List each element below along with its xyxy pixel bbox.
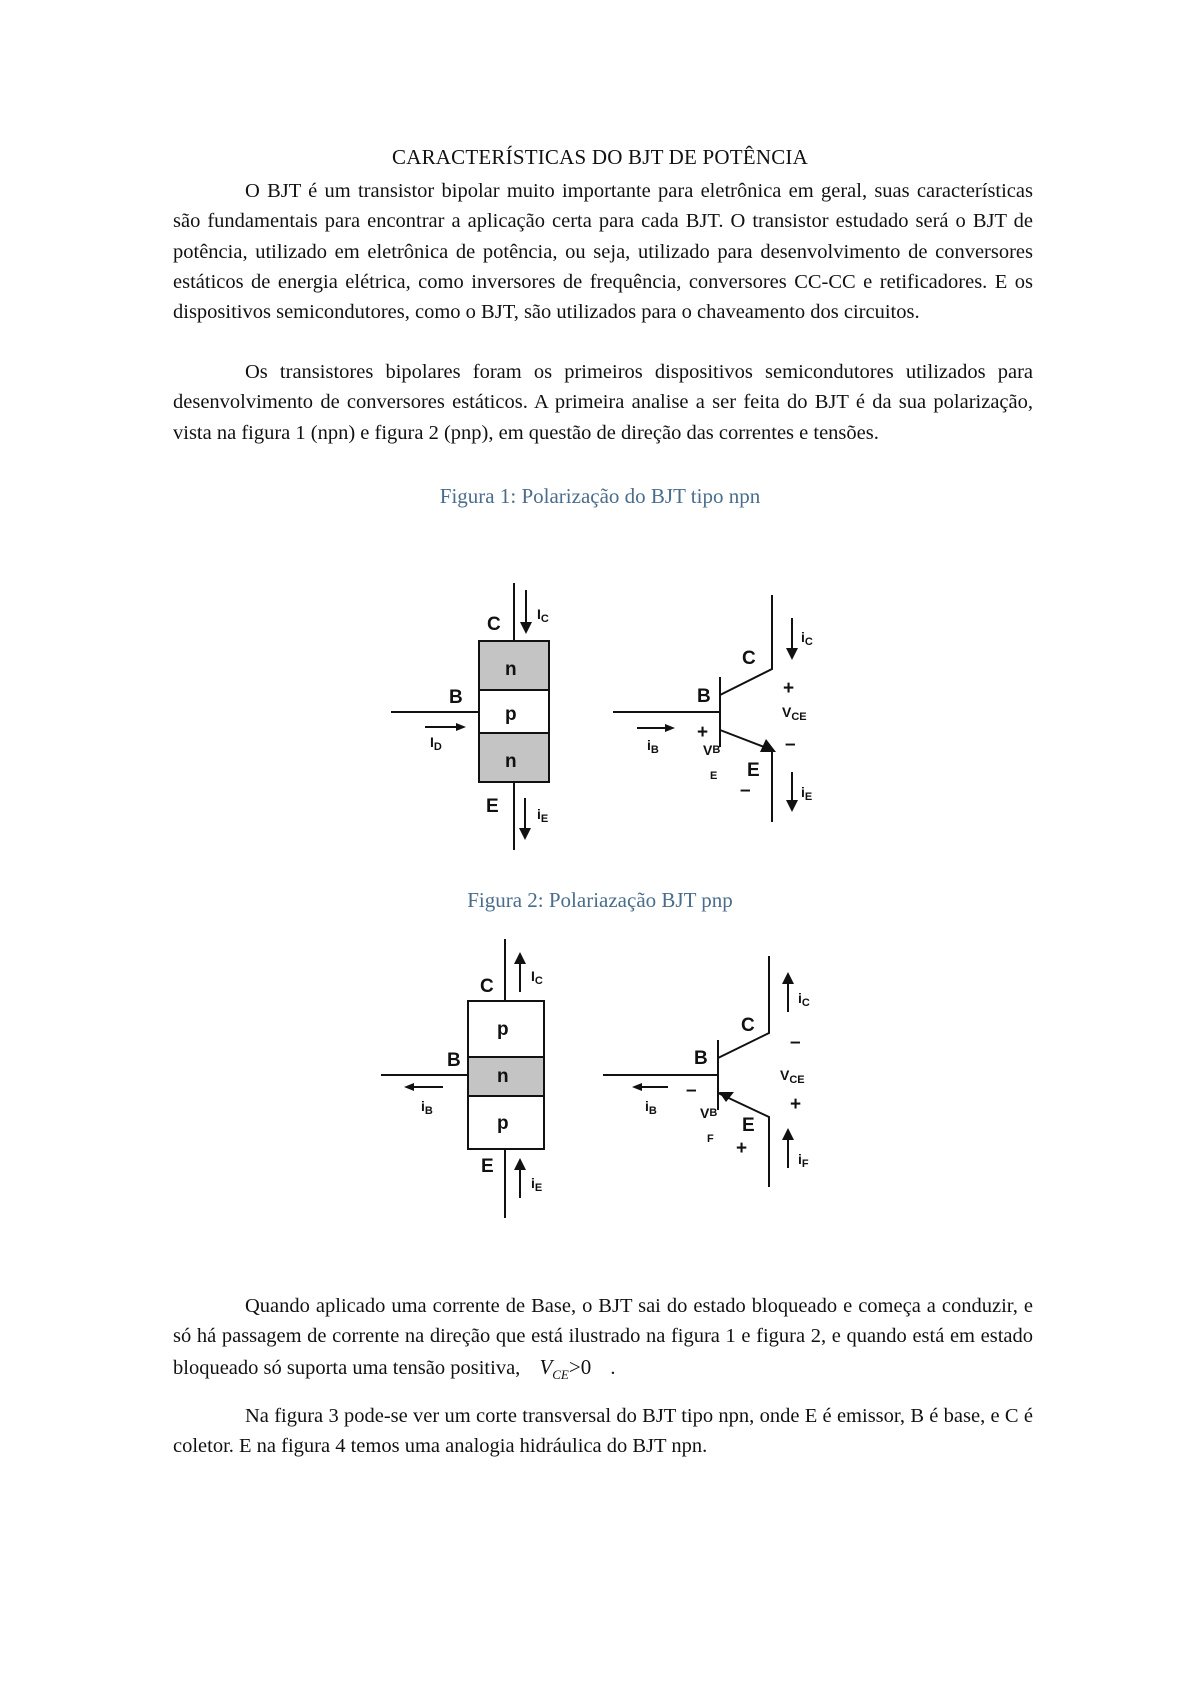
npn-layer-bot-label: n [505,751,517,772]
pnp-ie-label: $i_E$ [531,1175,543,1194]
npn-sym-e-label: E [747,760,760,781]
pnp-c-label: C [480,976,494,997]
npn-vbe-label: VB [703,742,721,758]
pnp-plus-vce: + [790,1094,802,1115]
pnp-layer-bot-label: p [497,1113,509,1134]
npn-sym-ib-label: $i_B$ [647,737,659,756]
npn-minus-vbe: – [740,780,751,801]
pnp-sym-c-label: C [741,1015,755,1036]
paragraph-1-text: O BJT é um transistor bipolar muito importante para eletrônica em geral, suas características são fundamentais para encontrar a aplicação certa para cada BJT. O transistor estudado será o BJT de potência, utilizado em eletrônica de potência, ou seja, utilizado para desenvolvimento de conversores estáticos de energia elétrica, como inversores de frequência, conversores CC-CC e retificadores. E os dispositivos semicondutores, como o BJT, são utilizados para o chaveamento dos circuitos. [173,180,1033,324]
npn-vce-label: $V_{CE}$ [782,704,807,723]
pnp-ic-label: $I_C$ [531,968,543,987]
pnp-vbe-sub2: F [707,1133,714,1145]
page-title: CARACTERÍSTICAS DO BJT DE POTÊNCIA [392,145,808,169]
pnp-minus-vbe: – [686,1080,697,1101]
npn-sym-ie-label: $i_E$ [801,784,813,803]
npn-sym-c-label: C [742,648,756,669]
vce-expression: $V_{CE}>0$ [539,1354,592,1382]
pnp-e-label: E [481,1156,494,1177]
paragraph-3 [173,1291,1033,1390]
pnp-sym-e-label: E [742,1115,755,1136]
npn-plus-vbe: + [697,722,709,743]
npn-plus-vce: + [783,678,795,699]
npn-b-label: B [449,687,463,708]
pnp-ib-label: $i_B$ [421,1098,433,1117]
pnp-sym-b-label: B [694,1048,708,1069]
npn-ie-label: $i_E$ [537,806,549,825]
npn-minus-vce: – [785,734,796,755]
npn-sym-b-label: B [697,686,711,707]
pnp-layer-mid-label: n [497,1066,509,1087]
pnp-layer-top-label: p [497,1019,509,1040]
pnp-plus-vbe: + [736,1138,748,1159]
paragraph-4 [173,1401,1033,1462]
pnp-vbe-label: VB [700,1105,718,1121]
pnp-minus-vce: – [790,1032,801,1053]
figure-1-caption: Figura 1: Polarização do BJT tipo npn [439,484,761,508]
npn-sym-ic-label: $i_C$ [801,629,813,648]
paragraph-3-end: . [610,1356,616,1379]
pnp-sym-ic-label: $i_C$ [798,990,810,1009]
npn-layer-mid-label: p [505,704,517,725]
npn-layer-top-label: n [505,659,517,680]
figure-2-caption: Figura 2: Polariazação BJT pnp [467,888,733,912]
pnp-sym-ib-label: $i_B$ [645,1098,657,1117]
pnp-b-label: B [447,1050,461,1071]
npn-e-label: E [486,796,499,817]
pnp-vce-label: $V_{CE}$ [780,1067,805,1086]
npn-ib-label: $I_D$ [430,734,442,753]
paragraph-2-text: Os transistores bipolares foram os primeiros dispositivos semicondutores utilizados para desenvolvimento de conversores estáticos. A primeira analise a ser feita do BJT é da sua polarização, vista na figura 1 (npn) e figura 2 (pnp), em questão de direção das correntes e tensões. [173,361,1033,444]
npn-c-label: C [487,614,501,635]
paragraph-3-text: Quando aplicado uma corrente de Base, o BJT sai do estado bloqueado e começa a conduzir, e só há passagem de corrente na direção que está ilustrado na figura 1 e figura 2, e quando está em estado bloqueado só suporta uma tensão positiva, [173,1295,1033,1379]
npn-vbe-sub2: E [710,770,718,782]
paragraph-4-text: Na figura 3 pode-se ver um corte transversal do BJT tipo npn, onde E é emissor, B é base, e C é coletor. E na figura 4 temos uma analogia hidráulica do BJT npn. [173,1405,1033,1458]
pnp-sym-ie-label: $i_F$ [798,1151,809,1170]
npn-ic-label: $I_C$ [537,606,549,625]
